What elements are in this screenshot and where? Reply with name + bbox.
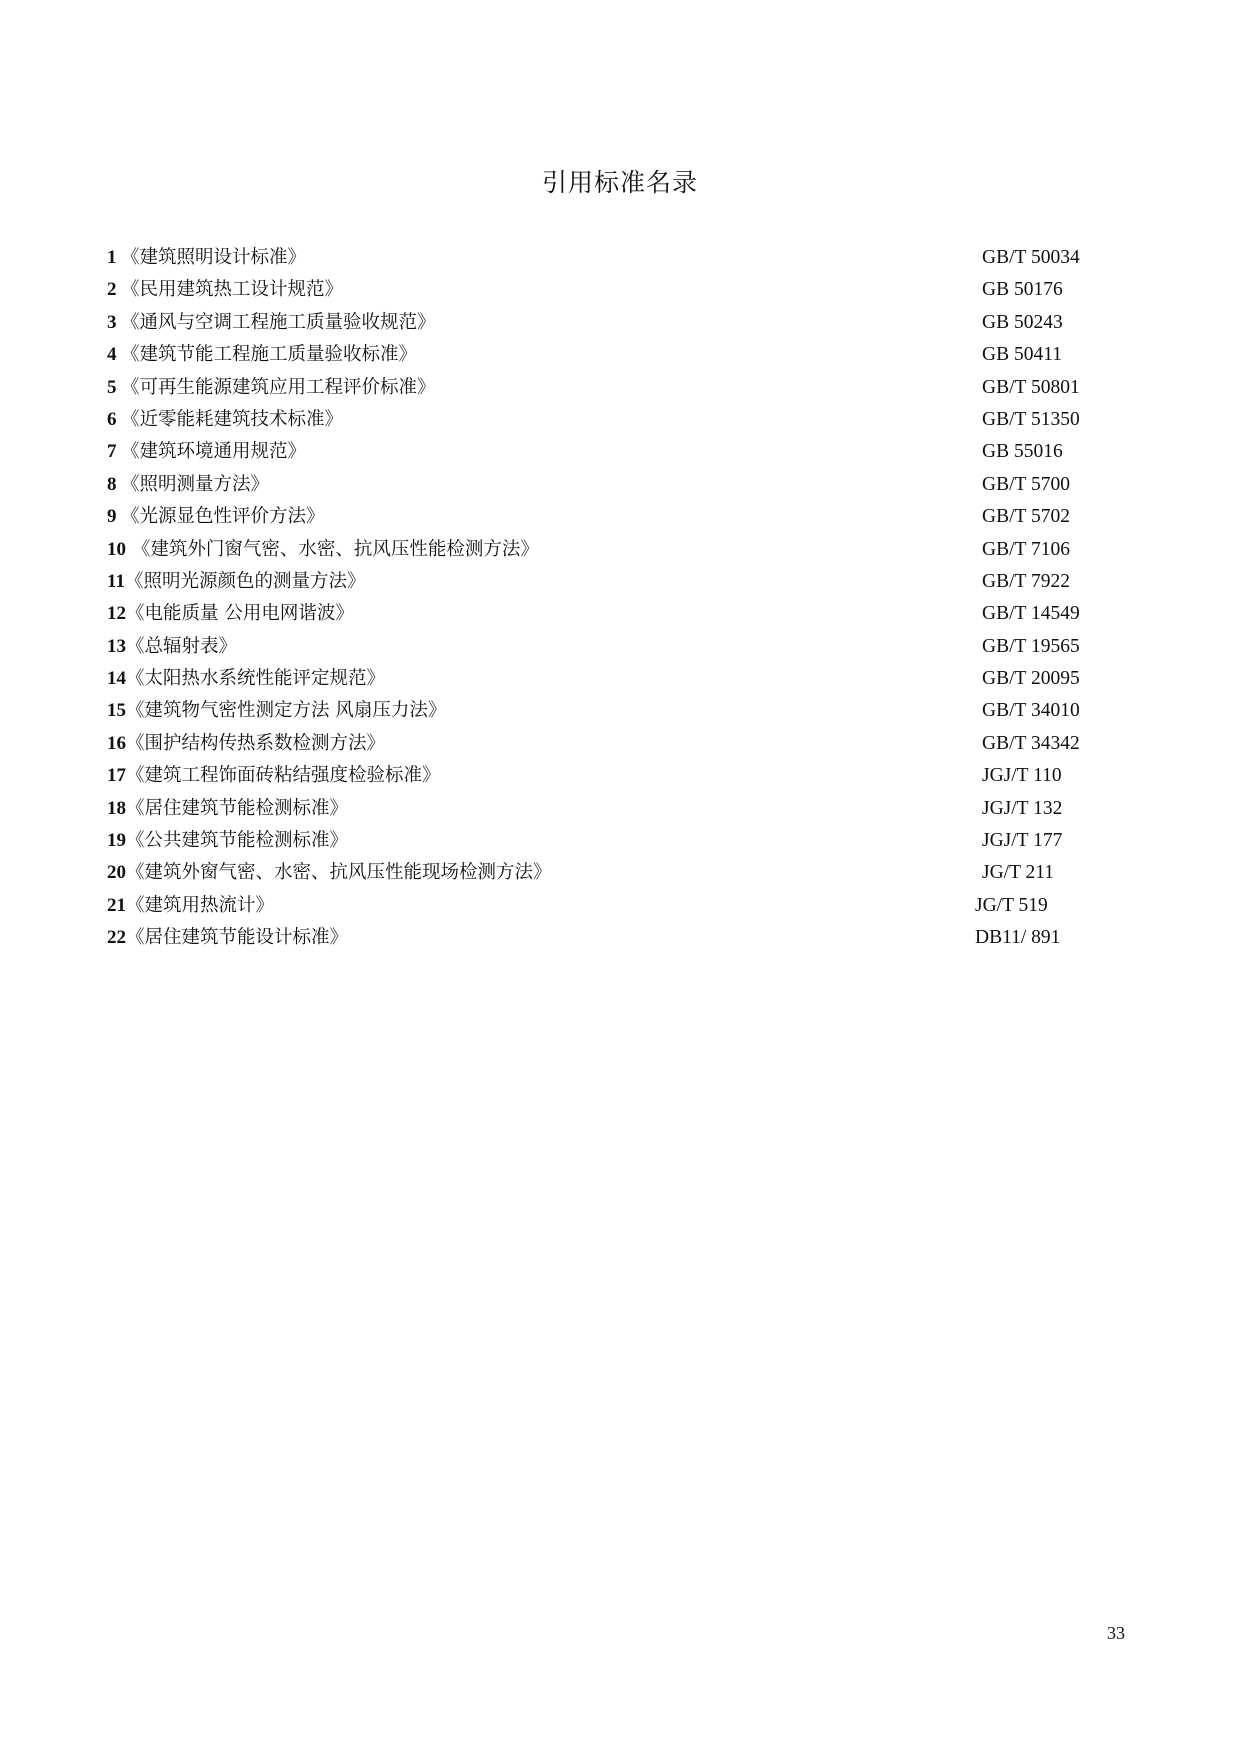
standard-name: 《建筑节能工程施工质量验收标准》 [121,344,418,366]
item-number: 3 [107,311,117,333]
item-number: 6 [107,408,117,430]
standard-code: GB/T 20095 [982,668,1080,690]
standard-code: GB/T 7106 [982,538,1070,560]
standard-code: GB/T 50034 [982,247,1080,268]
standard-name: 《建筑外门窗气密、水密、抗风压性能检测方法》 [126,538,539,560]
item-number: 16 [107,732,126,754]
item-number: 18 [107,797,126,819]
standard-name: 《建筑外窗气密、水密、抗风压性能现场检测方法》 [126,862,552,884]
list-item [107,534,1127,566]
item-number: 10 [107,538,126,560]
reference-list [107,242,1127,955]
standard-name: 《近零能耗建筑技术标准》 [121,408,344,430]
item-number: 5 [107,376,117,398]
item-number: 4 [107,344,117,366]
item-number: 12 [107,603,126,625]
standard-code: GB/T 5702 [982,506,1070,528]
item-number: 15 [107,700,126,722]
item-number: 11 [107,570,125,592]
standard-name: 《公共建筑节能检测标准》 [126,830,349,852]
standard-code: GB 50243 [982,311,1063,333]
item-number: 7 [107,441,117,463]
list-item [107,825,1127,857]
item-number: 22 [107,927,126,949]
standard-name: 《建筑工程饰面砖粘结强度检验标准》 [126,765,441,787]
item-number: 17 [107,765,126,787]
list-item [107,631,1127,663]
standard-name: 《居住建筑节能检测标准》 [126,797,349,819]
standard-name: 《建筑照明设计标准》 [121,247,307,268]
list-item [107,728,1127,760]
list-item [107,695,1127,727]
list-item [107,372,1127,404]
standard-code: JG/T 211 [982,862,1055,884]
list-item [107,307,1127,339]
standard-code: JG/T 519 [975,894,1048,916]
standard-code: GB 50411 [982,344,1062,366]
list-item [107,501,1127,533]
standard-code: DB11/ 891 [975,927,1061,949]
item-number: 14 [107,668,126,690]
list-item [107,663,1127,695]
standard-code: GB/T 7922 [982,570,1070,592]
standard-name: 《照明测量方法》 [121,473,270,495]
item-number: 19 [107,830,126,852]
standard-name: 《围护结构传热系数检测方法》 [126,732,386,754]
item-number: 9 [107,506,117,528]
standard-code: GB/T 14549 [982,603,1080,625]
standard-code: GB 55016 [982,441,1063,463]
list-item [107,242,1127,274]
standard-code: GB/T 5700 [982,473,1070,495]
standard-name: 《建筑物气密性测定方法 风扇压力法》 [126,700,447,722]
list-item [107,436,1127,468]
item-number: 20 [107,862,126,884]
page-title: 引用标准名录 [541,168,698,197]
list-item [107,890,1127,922]
standard-name: 《可再生能源建筑应用工程评价标准》 [121,376,436,398]
item-number: 1 [107,247,117,268]
list-item [107,760,1127,792]
standard-code: GB 50176 [982,279,1063,301]
standard-code: GB/T 51350 [982,408,1080,430]
list-item [107,404,1127,436]
standard-name: 《民用建筑热工设计规范》 [121,279,344,301]
standard-code: GB/T 34010 [982,700,1080,722]
list-item [107,469,1127,501]
standard-code: GB/T 50801 [982,376,1080,398]
standard-name: 《照明光源颜色的测量方法》 [124,570,366,592]
list-item [107,339,1127,371]
list-item [107,274,1127,306]
standard-name: 《总辐射表》 [126,635,238,657]
standard-name: 《光源显色性评价方法》 [121,506,325,528]
item-number: 8 [107,473,117,495]
standard-name: 《通风与空调工程施工质量验收规范》 [121,311,436,333]
page-number: 33 [1107,1623,1125,1643]
standard-name: 《电能质量 公用电网谐波》 [126,603,354,625]
standard-name: 《建筑环境通用规范》 [121,441,307,463]
standard-name: 《太阳热水系统性能评定规范》 [126,668,386,690]
standard-code: JGJ/T 177 [982,830,1063,852]
standard-code: GB/T 34342 [982,732,1080,754]
list-item [107,857,1127,889]
list-item [107,598,1127,630]
list-item [107,793,1127,825]
item-number: 2 [107,279,117,301]
standard-code: GB/T 19565 [982,635,1080,657]
list-item [107,566,1127,598]
standard-name: 《建筑用热流计》 [126,894,275,916]
standard-code: JGJ/T 132 [982,797,1063,819]
standard-code: JGJ/T 110 [982,765,1062,787]
list-item [107,922,1127,954]
item-number: 21 [107,894,126,916]
standard-name: 《居住建筑节能设计标准》 [126,927,349,949]
item-number: 13 [107,635,126,657]
